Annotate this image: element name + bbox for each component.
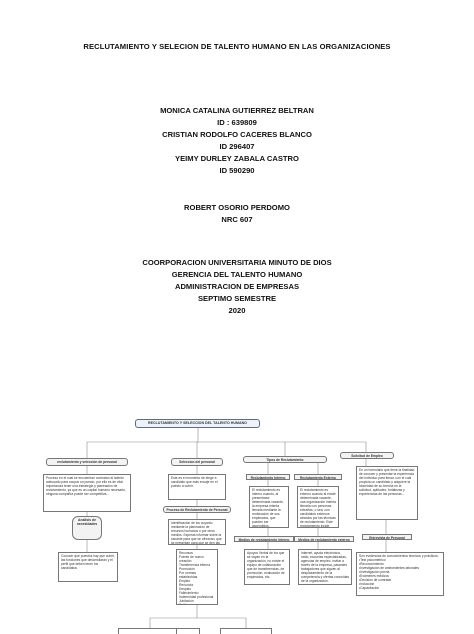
node-analisis-necesidades: Analisis de necesidades: [72, 516, 102, 540]
institution-line: COORPORACION UNIVERSITARIA MINUTO DE DIOS: [142, 258, 332, 267]
node-reclutamiento-text: Proceso en el cual se encuentran contratan al talento adecuado para ocupar un puesto, por ello es de vital importancia tener una estrategia y planeación de reclutamiento, ya que es un capital humano necesario, ninguna compañía puede ser competitiva...: [43, 474, 131, 512]
node-solicitud-text: En un formulario que tiene la finalidad de conocer y presentar la experiencia del individuo para llenar, con el cual propicia un candidato y adquiere la idoneidad de su brecha en la solicitud, aptitudes, fortalezas y experiencias de las personas...: [356, 466, 418, 520]
institution-block: [0, 257, 474, 317]
concept-map-root: RECLUTAMIENTO Y SELECCION DEL TALENTO HUMANO: [135, 419, 260, 428]
author-line: ID 296407: [219, 142, 255, 151]
node-recursos-list: Recursos Fuente de nuevo creación Transferencia interna Promoción Por normas establecidas Empleo Renuncia Despido Fallecimiento Indemnidad profesional Jubilación Políticas: [176, 549, 218, 605]
node-medios-interno-text: Apoyos Verbal de los que se vayan en la organización, no existe el equipo de colaboración que de transferencias, de promoción, evaluación de empleados, etc.: [244, 549, 290, 585]
node-medios-interno: Medios de reclutamiento interno: [234, 536, 294, 542]
institution-line: SEPTIMO SEMESTRE: [197, 294, 277, 303]
node-evidencias-list: Son evidencias de conocimientos técnicos y prácticos: •Test psicométrico •Reconocimiento •Investigación de antecedentes laborales •Investigación previa •Exámenes médicos •Decisión de contratar •Inducción •Capacitación: [356, 552, 444, 596]
node-analisis-text: Conocer qué puestos hay que cubrir, las funciones que desarrollarán y el perfil que deben tener los candidatos.: [58, 552, 118, 582]
node-medios-externo: Medios de reclutamiento externo: [294, 536, 354, 542]
document-title: RECLUTAMIENTO Y SELECION DE TALENTO HUMANO EN LAS ORGANIZACIONES: [83, 42, 391, 51]
node-tipos-reclutamiento: Tipos de Reclutamiento: [243, 456, 327, 463]
node-medios-externo-text: Internet, ayuda electrónica, radio, escuelas especializadas, agencias de empleo, invitar a través de la empresa, pasantes trabajadores que siguen al desplazamiento de la competencia y ofertas conocidas de la organización.: [298, 549, 352, 585]
node-externo-text: El reclutamiento es externo cuando al existir determinada vacante, una organización intenta llenarla con personas extrañas, o sea, con candidatos externos atraídos por las técnicas de reclutamiento. Este reclutamiento incide: [297, 486, 339, 528]
node-bottom-center: [176, 628, 200, 634]
node-proceso-reclutamiento: Proceso de Reclutamiento de Personal: [163, 506, 231, 513]
author-line: MONICA CATALINA GUTIERREZ BELTRAN: [160, 106, 314, 115]
author-line: CRISTIAN RODOLFO CACERES BLANCO: [162, 130, 312, 139]
author-line: ID 590290: [219, 166, 255, 175]
node-interno-text: El reclutamiento es interno cuando, al presentarse determinada vacante, la empresa intenta llenarla mediante la reubicación de sus empleados, que pueden ser ascendidos.: [249, 486, 289, 528]
teacher-line: NRC 607: [221, 215, 253, 224]
node-bottom-left: [118, 628, 178, 634]
node-seleccion-personal: Seleccion del personal: [171, 458, 223, 466]
author-line: ID : 639809: [217, 118, 257, 127]
teacher-line: ROBERT OSORIO PERDOMO: [184, 203, 290, 212]
author-line: YEIMY DURLEY ZABALA CASTRO: [175, 154, 299, 163]
institution-line: 2020: [228, 306, 246, 315]
node-solicitud-empleo: Solicitud de Empleo: [340, 452, 394, 459]
node-reclutamiento-externo: Reclutamiento Externo: [294, 474, 342, 480]
node-proceso-text: Identificación de los cuyanto mediante la planeación de recursos humanos o por otros medios. Esperas informar sobre la vacante para que se ofrezcan, que se presentan para que se den las: [168, 519, 226, 545]
teacher-block: [0, 202, 474, 226]
node-entrevista-personal: Entrevista de Personal: [362, 534, 412, 540]
node-reclutamiento-interno: Reclutamiento Interno: [246, 474, 290, 480]
institution-line: GERENCIA DEL TALENTO HUMANO: [171, 270, 303, 279]
authors-block: [0, 105, 474, 177]
node-seleccion-text: Este es el momento de elegir a candidato que más encaje en el puesto a cubrir.: [168, 474, 226, 500]
institution-line: ADMINISTRACION DE EMPRESAS: [174, 282, 300, 291]
node-bottom-right: [220, 628, 272, 634]
node-reclutamiento-seleccion: reclutamiento y selección de personal: [46, 458, 128, 466]
